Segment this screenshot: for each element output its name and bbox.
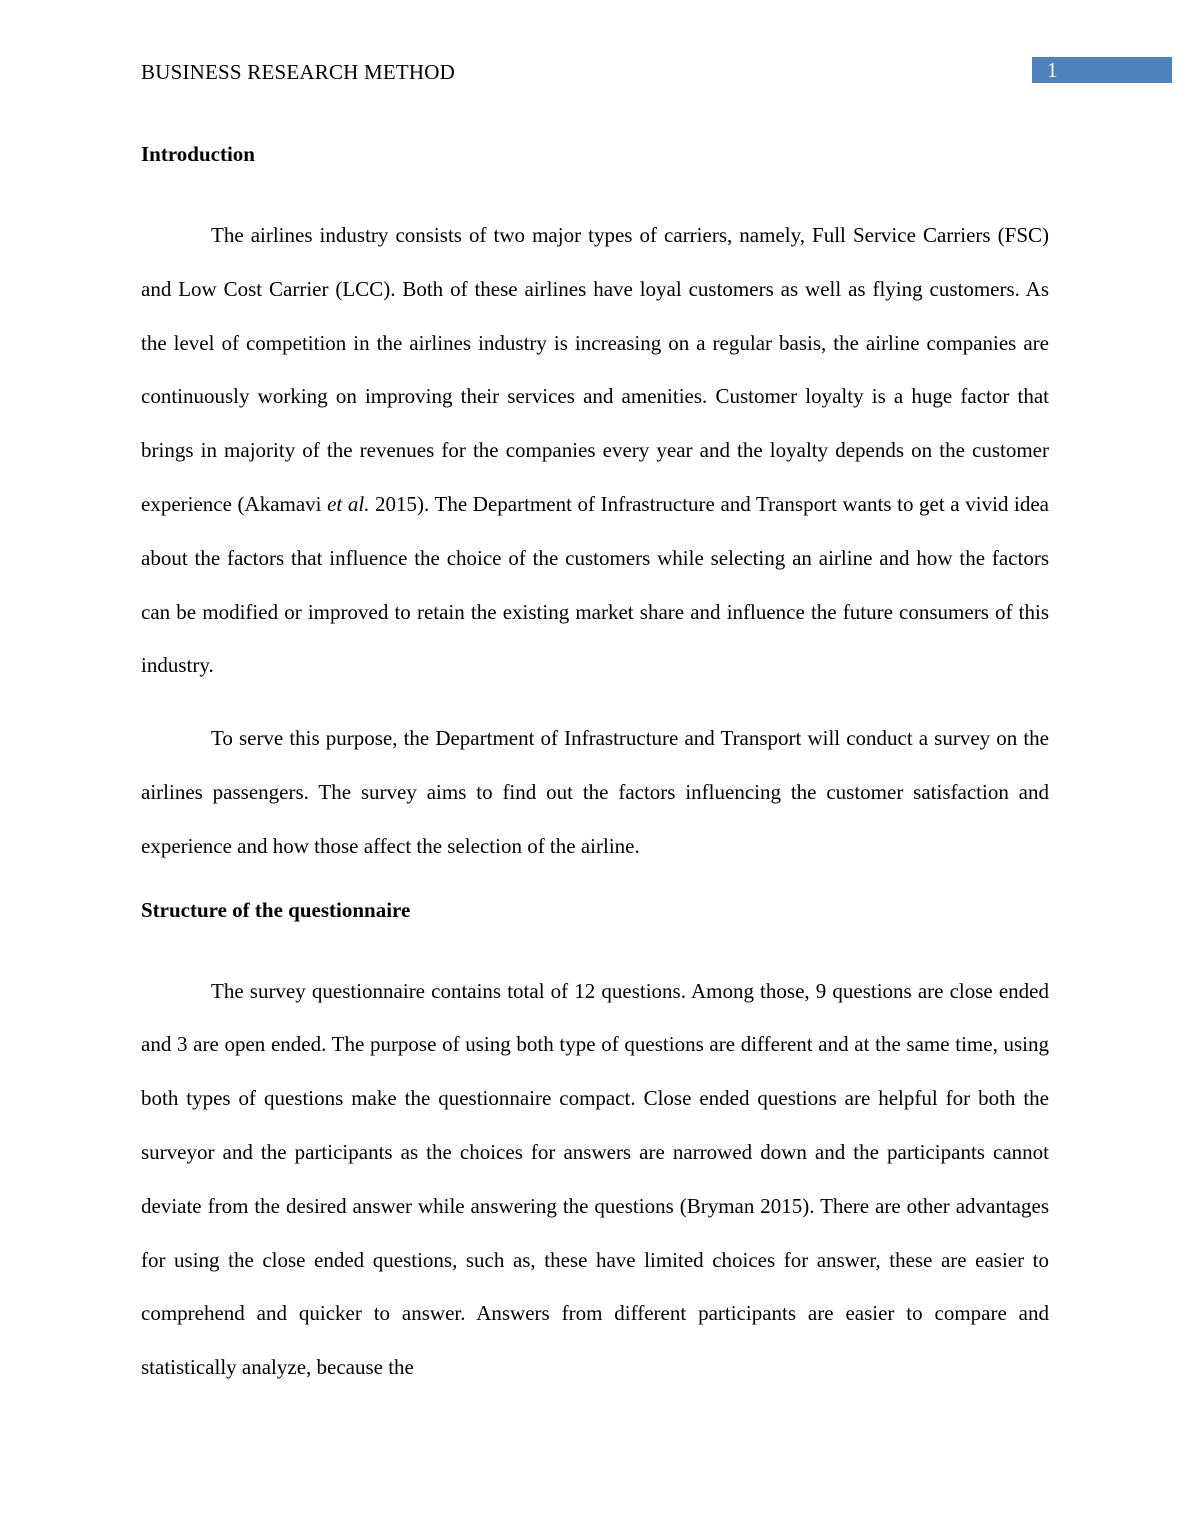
page-number-badge bbox=[1032, 57, 1172, 83]
intro-paragraph-1-text-continued: 2015). The Department of Infrastructure and Transport wants to get a vivid idea about the factors that influence the choice of the customers while selecting an airline and how the factors can be modified or improved to retain the existing market share and influence the future consumers of this industry. bbox=[141, 491, 1049, 678]
citation-et-al: et al. bbox=[327, 491, 370, 516]
intro-paragraph-1 bbox=[141, 209, 1049, 693]
running-header-title: BUSINESS RESEARCH METHOD bbox=[141, 60, 456, 84]
document-body bbox=[141, 137, 1049, 1414]
intro-paragraph-2: To serve this purpose, the Department of Infrastructure and Transport will conduct a survey on the airlines passengers. The survey aims to find out the factors influencing the customer satisfaction and experience and how those affect the selection of the airline. bbox=[141, 726, 1049, 858]
page-number: 1 bbox=[1047, 58, 1058, 82]
structure-paragraph-1: The survey questionnaire contains total of 12 questions. Among those, 9 questions are close ended and 3 are open ended. The purpose of using both type of questions are different and at the same time, using both types of questions make the questionnaire compact. Close ended questions are helpful for both the surveyor and the participants as the choices for answers are narrowed down and the participants cannot deviate from the desired answer while answering the questions (Bryman 2015). There are other advantages for using the close ended questions, such as, these have limited choices for answer, these are easier to comprehend and quicker to answer. Answers from different participants are easier to compare and statistically analyze, because the bbox=[141, 978, 1049, 1380]
intro-paragraph-1-text: The airlines industry consists of two major types of carriers, namely, Full Service Carriers (FSC) and Low Cost Carrier (LCC). Both of these airlines have loyal customers as well as flying customers. As the level of competition in the airlines industry is increasing on a regular basis, the airline companies are continuously working on improving their services and amenities. Customer loyalty is a huge factor that brings in majority of the revenues for the companies every year and the loyalty depends on the customer experience (Akamavi bbox=[141, 223, 1049, 516]
section-heading-introduction: Introduction bbox=[141, 142, 255, 166]
section-heading-structure: Structure of the questionnaire bbox=[141, 897, 411, 922]
